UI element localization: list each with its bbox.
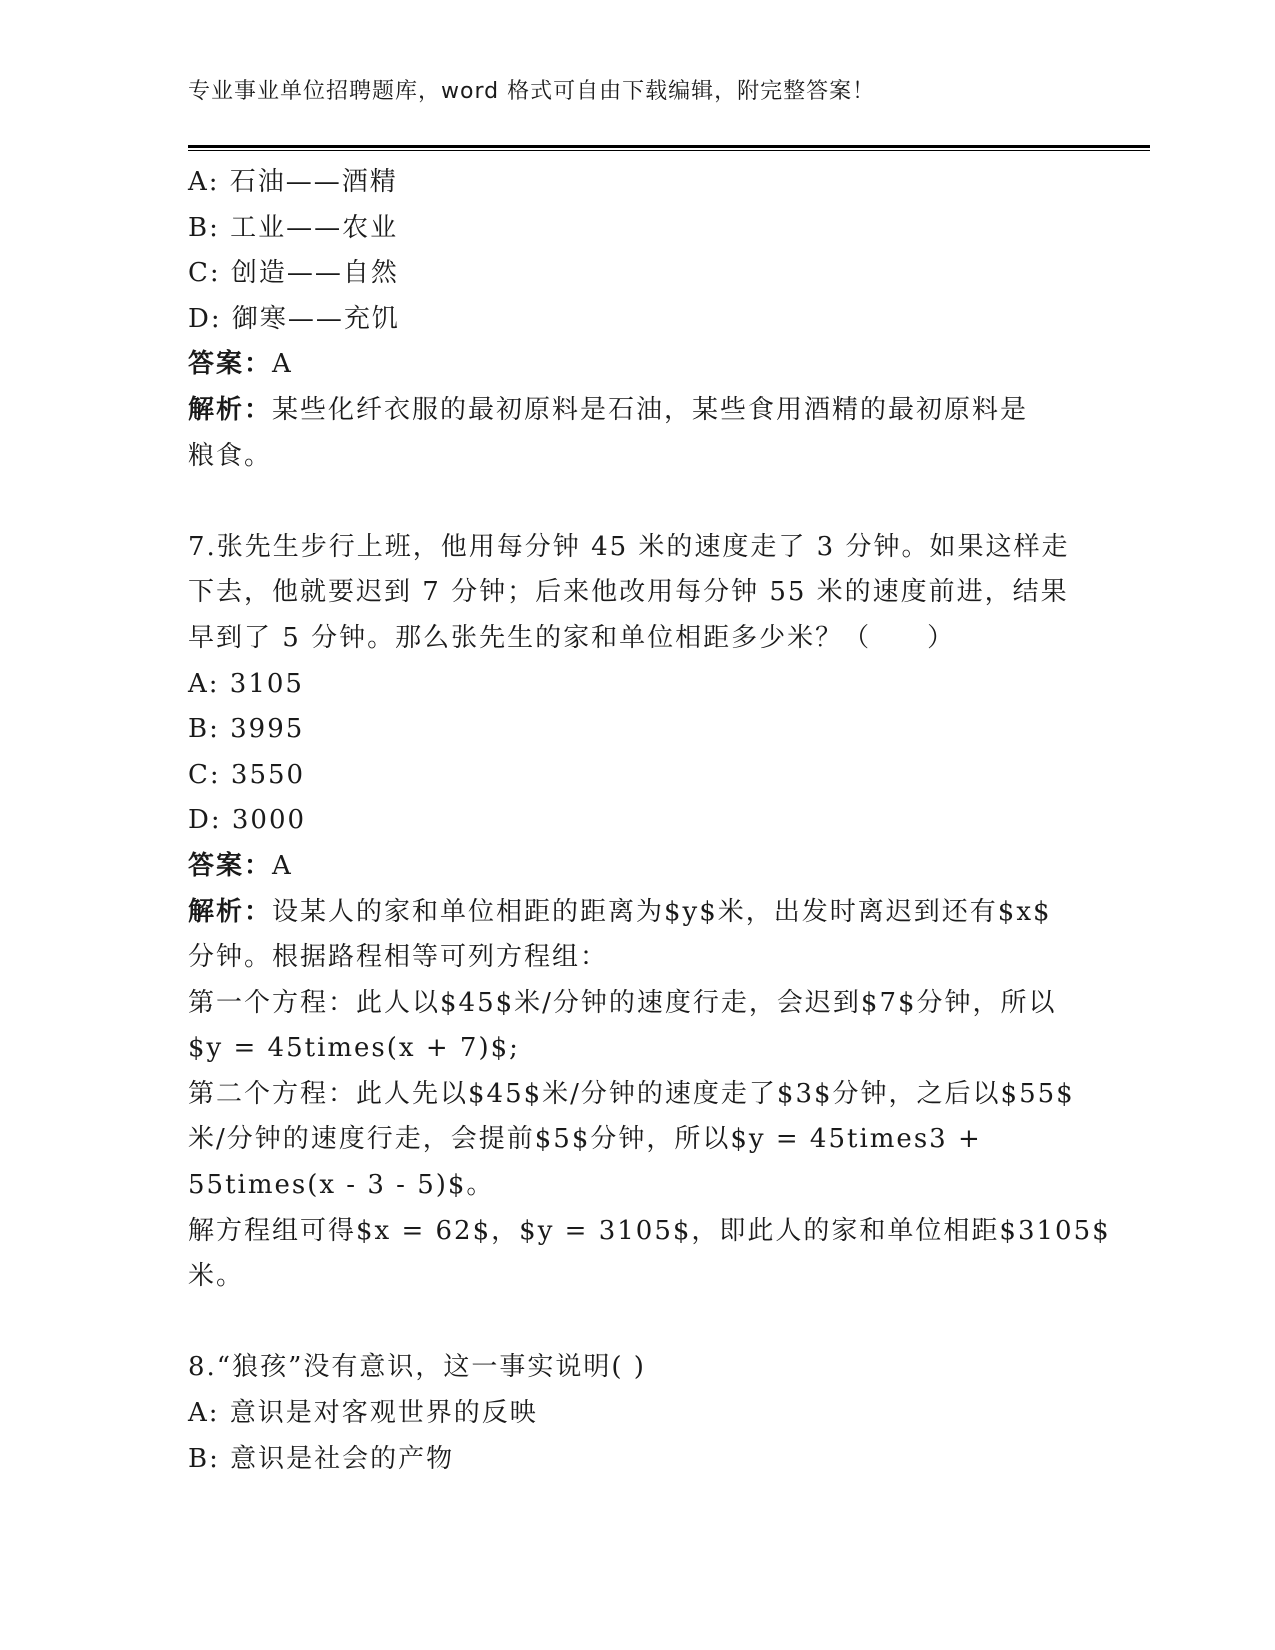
analysis-line: 55times(x - 3 - 5)$。 — [188, 1170, 495, 1201]
option-b: B: 3995 — [188, 714, 305, 745]
question-line: 早到了 5 分钟。那么张先生的家和单位相距多少米？（ ） — [188, 622, 956, 653]
answer-line — [188, 844, 1088, 890]
analysis-line: $y = 45times(x + 7)$; — [188, 1033, 520, 1064]
analysis-line: 粮食。 — [188, 440, 273, 471]
analysis-line: 分钟。根据路程相等可列方程组： — [188, 942, 609, 973]
page-header: 专业事业单位招聘题库，word 格式可自由下载编辑，附完整答案！ — [188, 79, 876, 104]
spacer — [188, 479, 1088, 525]
question-line: 8.“狼孩”没有意识，这一事实说明( ) — [188, 1352, 646, 1383]
analysis-line — [188, 388, 1088, 434]
header-rule-thin — [188, 150, 1150, 151]
answer-label: 答案： — [188, 850, 273, 881]
option-a: A: 石油——酒精 — [188, 167, 398, 197]
analysis-line: 米/分钟的速度行走，会提前$5$分钟，所以$y = 45times3 + — [188, 1124, 982, 1155]
option-a: A: 意识是对客观世界的反映 — [188, 1398, 538, 1429]
answer-value: A — [272, 850, 293, 881]
option-c: C: 创造——自然 — [188, 258, 399, 289]
option-b: B: 工业——农业 — [188, 212, 399, 243]
analysis-text: 某些化纤衣服的最初原料是石油，某些食用酒精的最初原料是 — [272, 394, 1029, 425]
option-a: A: 3105 — [188, 668, 304, 699]
analysis-label: 解析： — [188, 394, 273, 425]
question-line: 7.张先生步行上班，他用每分钟 45 米的速度走了 3 分钟。如果这样走 — [188, 531, 1070, 562]
analysis-line — [188, 890, 1088, 936]
analysis-line: 米。 — [188, 1261, 245, 1292]
question-line: 下去，他就要迟到 7 分钟；后来他改用每分钟 55 米的速度前进，结果 — [188, 577, 1069, 608]
analysis-line: 解方程组可得$x = 62$，$y = 3105$，即此人的家和单位相距$3105$ — [188, 1215, 1111, 1246]
analysis-label: 解析： — [188, 896, 273, 927]
analysis-line: 第二个方程：此人先以$45$米/分钟的速度走了$3$分钟，之后以$55$ — [188, 1078, 1075, 1109]
analysis-line: 第一个方程：此人以$45$米/分钟的速度行走，会迟到$7$分钟，所以 — [188, 987, 1057, 1018]
option-c: C: 3550 — [188, 759, 306, 790]
document-body — [188, 160, 1111, 1482]
option-d: D: 御寒——充饥 — [188, 303, 400, 334]
answer-line — [188, 342, 1088, 388]
option-d: D: 3000 — [188, 805, 307, 836]
answer-value: A — [272, 349, 293, 380]
analysis-text: 设某人的家和单位相距的距离为$y$米，出发时离迟到还有$x$ — [272, 896, 1052, 927]
answer-label: 答案： — [188, 349, 273, 380]
option-b: B: 意识是社会的产物 — [188, 1443, 455, 1474]
header-rule-thick — [188, 145, 1150, 148]
spacer — [188, 1300, 1088, 1346]
